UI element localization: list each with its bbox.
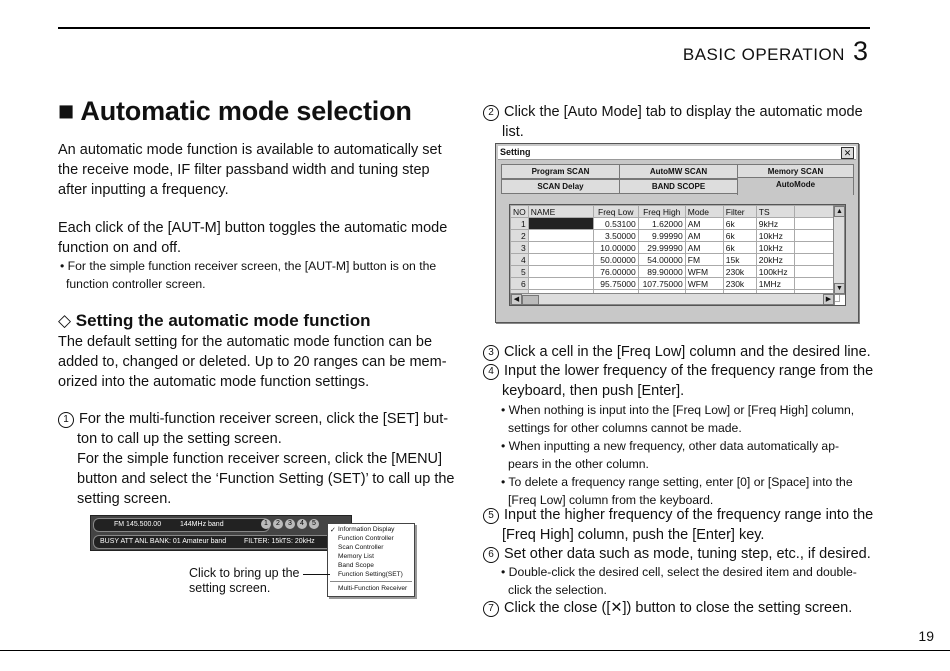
filter-cell[interactable]: 15k xyxy=(723,254,756,266)
ts-cell[interactable]: 9kHz xyxy=(756,218,794,230)
mode-cell[interactable]: WFM xyxy=(685,278,723,290)
step-number: 1 xyxy=(58,412,74,428)
step-line: list. xyxy=(502,124,524,140)
step-text: Click the close ([ xyxy=(504,600,611,616)
note-line: • When inputting a new frequency, other data automatically ap- xyxy=(501,439,840,453)
step-4 xyxy=(483,361,873,401)
scroll-down-icon[interactable]: ▼ xyxy=(834,283,845,294)
ts-cell[interactable]: 100kHz xyxy=(756,266,794,278)
sub-line: orized into the automatic mode function settings. xyxy=(58,374,370,390)
column-header[interactable]: NAME xyxy=(528,206,593,218)
filter-cell[interactable]: 6k xyxy=(723,242,756,254)
toggle-line: function on and off. xyxy=(58,240,182,256)
top-rule xyxy=(58,27,870,29)
ts-cell[interactable]: 10kHz xyxy=(756,230,794,242)
function-menu xyxy=(327,523,415,597)
freq-high-cell[interactable]: 89.90000 xyxy=(638,266,685,278)
row-number[interactable]: 3 xyxy=(511,242,529,254)
ts-cell[interactable]: 20kHz xyxy=(756,254,794,266)
column-header[interactable]: Freq Low xyxy=(593,206,638,218)
column-header[interactable]: TS xyxy=(756,206,794,218)
section-header xyxy=(683,36,868,67)
intro-paragraph xyxy=(58,140,442,200)
step-number: 6 xyxy=(483,547,499,563)
name-cell[interactable] xyxy=(528,254,593,266)
step-number: 4 xyxy=(483,364,499,380)
scroll-right-icon[interactable]: ▶ xyxy=(823,294,834,305)
note-line: • To delete a frequency range setting, enter [0] or [Space] into the xyxy=(501,475,853,489)
mode-cell[interactable]: FM xyxy=(685,254,723,266)
step-line: button and select the ‘Function Setting (SET)’ to call up the xyxy=(77,471,455,487)
bottom-rule xyxy=(0,650,950,651)
menu-item[interactable]: Multi-Function Receiver xyxy=(338,585,408,592)
tab-band-scope[interactable]: BAND SCOPE xyxy=(619,179,738,194)
step-line: keyboard, then push [Enter]. xyxy=(502,383,685,399)
tab-automode[interactable]: AutoMode xyxy=(737,177,854,195)
step-line: For the multi-function receiver screen, click the [SET] but- xyxy=(79,411,449,427)
callout-line xyxy=(303,574,330,575)
receiver-screen xyxy=(90,515,352,551)
note-line: • Double-click the desired cell, select the desired item and double- xyxy=(501,565,857,579)
intro-line: after inputting a frequency. xyxy=(58,182,229,198)
check-icon: ✓ xyxy=(330,527,336,534)
mode-cell[interactable]: AM xyxy=(685,242,723,254)
scroll-up-icon[interactable]: ▲ xyxy=(834,206,845,217)
step-line: Input the lower frequency of the frequency range from the xyxy=(504,363,874,379)
tab-scan-delay[interactable]: SCAN Delay xyxy=(501,179,620,194)
row-number[interactable]: 1 xyxy=(511,218,529,230)
freq-high-cell[interactable]: 107.75000 xyxy=(638,278,685,290)
step-1 xyxy=(58,409,454,509)
filter-readout: FILTER: 15k xyxy=(244,538,283,545)
bank-readout: BUSY ATT ANL BANK: 01 Amateur band xyxy=(100,538,227,545)
column-header[interactable]: Freq High xyxy=(638,206,685,218)
name-cell[interactable] xyxy=(528,266,593,278)
memory-button[interactable]: 3 xyxy=(285,519,295,529)
memory-button[interactable]: 1 xyxy=(261,519,271,529)
ts-cell[interactable]: 10kHz xyxy=(756,242,794,254)
intro-line: An automatic mode function is available to automatically set xyxy=(58,142,442,158)
page-title: ■ Automatic mode selection xyxy=(58,96,412,126)
freq-low-cell[interactable]: 10.00000 xyxy=(593,242,638,254)
subheading: ◇ Setting the automatic mode function xyxy=(58,311,371,330)
table-row xyxy=(511,242,840,254)
step-6-notes xyxy=(501,563,857,599)
automode-grid xyxy=(509,204,846,306)
note-line: click the selection. xyxy=(508,583,607,597)
table-row xyxy=(511,254,840,266)
freq-high-cell[interactable]: 54.00000 xyxy=(638,254,685,266)
freq-high-cell[interactable]: 9.99990 xyxy=(638,230,685,242)
dialog-title: Setting xyxy=(500,147,531,157)
table-row xyxy=(511,278,840,290)
step-number: 5 xyxy=(483,508,499,524)
callout-line-text: setting screen. xyxy=(189,581,271,595)
menu-item[interactable]: Information Display xyxy=(338,526,395,533)
row-number[interactable]: 4 xyxy=(511,254,529,266)
step-line: Click a cell in the [Freq Low] column and the desired line. xyxy=(504,344,871,360)
step-line: ton to call up the setting screen. xyxy=(77,431,282,447)
note-line: settings for other columns cannot be made. xyxy=(508,421,742,435)
step-line: Input the higher frequency of the frequency range into the xyxy=(504,507,874,523)
freq-high-cell[interactable]: 29.99990 xyxy=(638,242,685,254)
section-title: BASIC OPERATION xyxy=(682,45,845,64)
tab-automw-scan[interactable]: AutoMW SCAN xyxy=(619,164,738,179)
filter-cell[interactable]: 6k xyxy=(723,218,756,230)
column-header[interactable]: NO xyxy=(511,206,529,218)
scroll-thumb[interactable] xyxy=(522,295,539,305)
step-line: [Freq High] column, push the [Enter] key. xyxy=(502,527,765,543)
freq-low-cell[interactable]: 76.00000 xyxy=(593,266,638,278)
intro-line: the receive mode, IF filter passband width and tuning step xyxy=(58,162,430,178)
close-icon[interactable]: ✕ xyxy=(841,147,854,159)
page-number: 19 xyxy=(918,628,934,644)
name-cell[interactable] xyxy=(528,242,593,254)
callout-text xyxy=(189,566,299,596)
step-line: For the simple function receiver screen, click the [MENU] xyxy=(77,451,443,467)
dialog-titlebar xyxy=(498,146,856,160)
setting-dialog xyxy=(495,143,859,323)
memory-button[interactable]: 2 xyxy=(273,519,283,529)
toggle-line: Each click of the [AUT-M] button toggles the automatic mode xyxy=(58,220,448,236)
section-number: 3 xyxy=(852,36,868,66)
note-line: [Freq Low] column from the keyboard. xyxy=(508,493,714,507)
row-number[interactable]: 2 xyxy=(511,230,529,242)
note-line: function controller screen. xyxy=(66,277,206,291)
vertical-scrollbar[interactable] xyxy=(833,205,845,295)
ts-readout: TS: 20kHz xyxy=(282,538,315,545)
row-number[interactable]: 6 xyxy=(511,278,529,290)
mode-cell[interactable]: AM xyxy=(685,218,723,230)
step-number: 7 xyxy=(483,601,499,617)
step-2 xyxy=(483,102,863,142)
band-readout: 144MHz band xyxy=(180,521,224,528)
ts-cell[interactable]: 1MHz xyxy=(756,278,794,290)
filter-cell[interactable]: 230k xyxy=(723,278,756,290)
note-line: pears in the other column. xyxy=(508,457,649,471)
name-cell[interactable] xyxy=(528,230,593,242)
name-cell[interactable] xyxy=(528,278,593,290)
freq-low-cell[interactable]: 3.50000 xyxy=(593,230,638,242)
name-cell[interactable] xyxy=(528,218,593,230)
menu-item[interactable]: Memory List xyxy=(338,553,374,560)
step-line: setting screen. xyxy=(77,491,172,507)
step-number: 3 xyxy=(483,345,499,361)
menu-item-function-setting[interactable]: Function Setting(SET) xyxy=(338,571,403,578)
table-row xyxy=(511,218,840,230)
table-row xyxy=(511,230,840,242)
note-line: • For the simple function receiver screen, the [AUT-M] button is on the xyxy=(60,259,437,273)
note-line: • When nothing is input into the [Freq Low] or [Freq High] column, xyxy=(501,403,855,417)
sub-paragraph xyxy=(58,332,447,392)
horizontal-scrollbar[interactable] xyxy=(510,293,835,305)
sub-line: The default setting for the automatic mode function can be xyxy=(58,334,433,350)
memory-button[interactable]: 4 xyxy=(297,519,307,529)
tab-memory-scan[interactable]: Memory SCAN xyxy=(737,164,854,179)
freq-low-cell[interactable]: 0.53100 xyxy=(593,218,638,230)
row-number[interactable]: 5 xyxy=(511,266,529,278)
step-5 xyxy=(483,505,873,545)
tab-program-scan[interactable]: Program SCAN xyxy=(501,164,620,179)
scroll-left-icon[interactable]: ◀ xyxy=(511,294,522,305)
step-text: ]) button to close the setting screen. xyxy=(622,600,853,616)
menu-item[interactable]: Band Scope xyxy=(338,562,374,569)
freq-low-cell[interactable]: 50.00000 xyxy=(593,254,638,266)
step-4-notes xyxy=(501,401,854,509)
menu-item[interactable]: Function Controller xyxy=(338,535,394,542)
step-line: Click the [Auto Mode] tab to display the automatic mode xyxy=(504,104,863,120)
sub-line: added to, changed or deleted. Up to 20 ranges can be mem- xyxy=(58,354,447,370)
step-line: Set other data such as mode, tuning step, etc., if desired. xyxy=(504,546,871,562)
step-7 xyxy=(483,598,852,618)
step-number: 2 xyxy=(483,105,499,121)
step-3 xyxy=(483,342,871,362)
column-header[interactable]: Mode xyxy=(685,206,723,218)
filter-cell[interactable]: 6k xyxy=(723,230,756,242)
menu-divider xyxy=(330,581,412,582)
status-line xyxy=(93,535,335,549)
filter-cell[interactable]: 230k xyxy=(723,266,756,278)
mode-cell[interactable]: AM xyxy=(685,230,723,242)
frequency-readout: FM 145.500.00 xyxy=(114,521,162,528)
frequency-display xyxy=(93,518,270,532)
table-row xyxy=(511,266,840,278)
freq-low-cell[interactable]: 95.75000 xyxy=(593,278,638,290)
toggle-paragraph xyxy=(58,218,447,258)
mode-cell[interactable]: WFM xyxy=(685,266,723,278)
menu-item[interactable]: Scan Controller xyxy=(338,544,384,551)
close-icon: ✕ xyxy=(610,600,623,616)
toggle-note xyxy=(60,257,436,293)
freq-high-cell[interactable]: 1.62000 xyxy=(638,218,685,230)
memory-button[interactable]: 5 xyxy=(309,519,319,529)
callout-line-text: Click to bring up the xyxy=(189,566,300,580)
step-6 xyxy=(483,544,871,564)
column-header[interactable]: Filter xyxy=(723,206,756,218)
